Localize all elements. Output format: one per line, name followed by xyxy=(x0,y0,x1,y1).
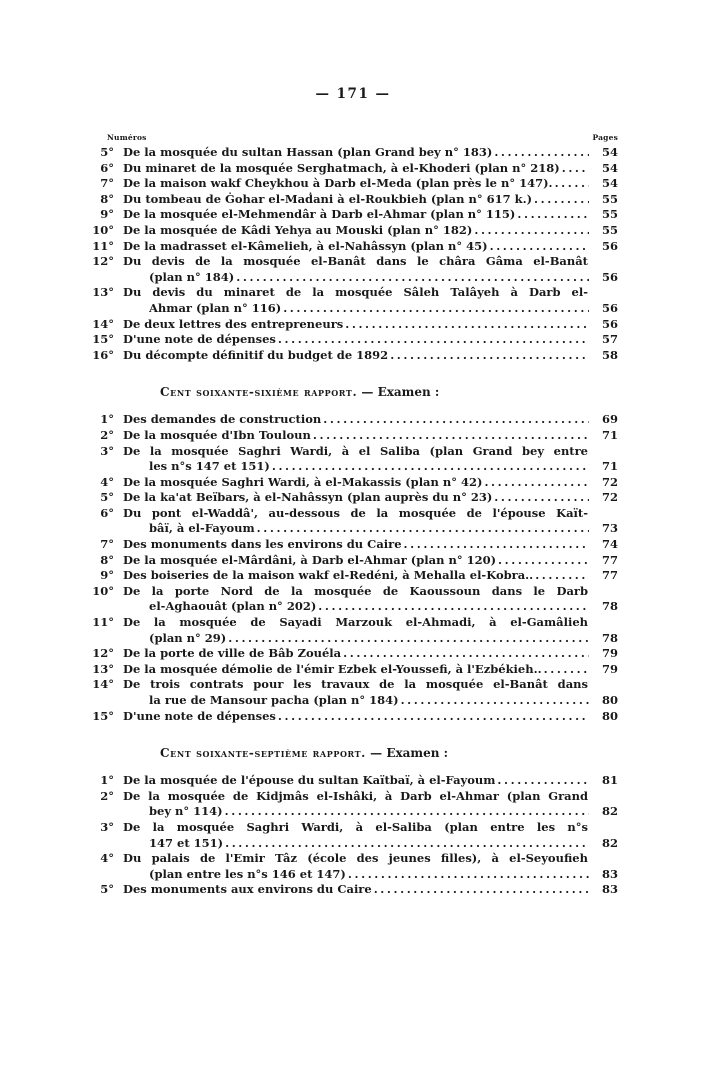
dot-leader xyxy=(257,521,589,537)
dot-leader xyxy=(498,553,589,569)
entry-page-number: 72 xyxy=(601,490,618,505)
entry-number: 10° xyxy=(92,583,114,598)
dot-leader xyxy=(494,145,589,161)
dot-leader xyxy=(323,412,589,428)
entry-number: 5° xyxy=(100,490,114,505)
entry-number: 15° xyxy=(92,332,114,347)
toc-entry xyxy=(88,317,618,333)
entry-title: Du pont el-Waddâ', au-dessous de la mosquée de l'épouse Kaït- xyxy=(123,505,588,520)
entry-number: 14° xyxy=(92,316,114,331)
entry-title: Du palais de l'Emir Tâz (école des jeunes filles), à el-Seyoufieh xyxy=(123,851,588,866)
entry-page-number: 55 xyxy=(601,222,618,237)
dot-leader xyxy=(494,490,589,506)
entry-page-number: 56 xyxy=(601,316,618,331)
section-heading xyxy=(88,746,618,760)
dot-leader xyxy=(318,599,589,615)
entry-title-continuation: la rue de Mansour pacha (plan n° 184) xyxy=(149,693,399,707)
entry-title: Du devis du minaret de la mosquée Sâleh Talâyeh à Darb el- xyxy=(123,285,588,300)
entry-number: 5° xyxy=(100,145,114,159)
entry-page-number: 55 xyxy=(601,207,618,222)
toc-entry xyxy=(88,176,618,192)
entry-number: 4° xyxy=(100,474,114,489)
entry-page-number: 74 xyxy=(601,537,618,552)
toc-entry xyxy=(88,332,618,348)
toc-entry xyxy=(88,709,618,725)
dot-leader xyxy=(278,332,589,348)
page-content xyxy=(88,86,618,898)
toc-entry xyxy=(88,490,618,506)
toc-entry xyxy=(88,820,618,851)
entry-page-number: 73 xyxy=(601,521,618,536)
toc-entry xyxy=(88,285,618,316)
entry-title: Du devis de la mosquée el-Banât dans le châra Gâma el-Banât xyxy=(123,254,588,269)
dot-leader xyxy=(474,223,589,239)
dot-leader xyxy=(517,207,589,223)
entry-title-continuation: les n°s 147 et 151) xyxy=(149,459,270,474)
dot-leader xyxy=(348,867,589,883)
column-labels xyxy=(88,133,618,142)
entry-title: De la mosquée el-Mehmendâr à Darb el-Ahmar (plan n° 115) xyxy=(123,207,516,222)
toc-section xyxy=(88,145,618,363)
entry-title: De deux lettres des entrepreneurs xyxy=(123,316,344,331)
entry-page-number: 82 xyxy=(601,804,618,819)
entry-title-continuation: (plan n° 184) xyxy=(149,269,235,284)
dot-leader xyxy=(283,301,589,317)
toc-entry xyxy=(88,789,618,820)
dot-leader xyxy=(345,317,589,333)
entry-number: 9° xyxy=(100,568,114,583)
dot-leader xyxy=(272,459,589,475)
entry-page-number: 71 xyxy=(601,459,618,474)
entry-title: Des boiseries de la maison wakf el-Redéni, à Mehalla el-Kobra.. xyxy=(123,568,534,583)
entry-page-number: 54 xyxy=(601,145,618,159)
dot-leader xyxy=(228,631,589,647)
toc-entry xyxy=(88,145,618,161)
entry-number: 2° xyxy=(100,788,114,803)
toc-sections xyxy=(88,145,618,898)
entry-page-number: 77 xyxy=(601,568,618,583)
entry-number: 13° xyxy=(92,661,114,676)
toc-entry xyxy=(88,475,618,491)
toc-entry xyxy=(88,444,618,475)
dot-leader xyxy=(225,804,589,820)
dot-leader xyxy=(535,568,589,584)
section-heading-suffix: — Examen : xyxy=(365,746,449,761)
entry-title: De la mosquée du sultan Hassan (plan Grand bey n° 183) xyxy=(123,145,493,159)
entry-number: 1° xyxy=(100,773,114,788)
entry-title: De la mosquée de Sayadi Marzouk el-Ahmadi, à el-Gamâlieh xyxy=(123,615,588,630)
toc-entry xyxy=(88,773,618,789)
dot-leader xyxy=(490,239,589,255)
toc-section xyxy=(88,385,618,724)
entry-page-number: 56 xyxy=(601,300,618,315)
toc-entry xyxy=(88,161,618,177)
toc-entry xyxy=(88,646,618,662)
dot-leader xyxy=(562,161,589,177)
dot-leader xyxy=(497,773,589,789)
entry-page-number: 56 xyxy=(601,269,618,284)
entry-number: 9° xyxy=(100,207,114,222)
toc-entry xyxy=(88,348,618,364)
entry-number: 10° xyxy=(92,222,114,237)
dot-leader xyxy=(343,646,589,662)
entry-page-number: 69 xyxy=(601,412,618,427)
entry-number: 8° xyxy=(100,552,114,567)
dot-leader xyxy=(313,428,589,444)
section-heading-title: Cent soixante-septième rapport. xyxy=(160,746,366,761)
entry-title: De la ka'at Beïbars, à el-Nahâssyn (plan auprès du n° 23) xyxy=(123,490,493,505)
entry-number: 7° xyxy=(100,537,114,552)
entry-title-continuation: bey n° 114) xyxy=(149,804,223,819)
entry-title: Du minaret de la mosquée Serghatmach, à el-Khoderi (plan n° 218) xyxy=(123,160,560,175)
entry-number: 7° xyxy=(100,176,114,191)
toc-entry xyxy=(88,506,618,537)
entry-title: Du décompte définitif du budget de 1892 xyxy=(123,347,389,362)
section-heading xyxy=(88,385,618,399)
entry-number: 12° xyxy=(92,254,114,269)
entry-number: 6° xyxy=(100,160,114,175)
section-heading-suffix: — Examen : xyxy=(357,385,440,400)
entry-title: De la mosquée Saghri Wardi, à el-Saliba (plan entre les n°s xyxy=(123,819,588,834)
entry-title: De la mosquée Saghri Wardi, à el Saliba (plan Grand bey entre xyxy=(123,443,588,458)
toc-section xyxy=(88,746,618,898)
entry-number: 11° xyxy=(92,615,114,630)
dot-leader xyxy=(225,836,589,852)
toc-entry xyxy=(88,254,618,285)
entry-title: De trois contrats pour les travaux de la mosquée el-Banât dans xyxy=(123,677,588,692)
entry-title: De la madrasset el-Kâmelieh, à el-Nahâssyn (plan n° 45) xyxy=(123,238,488,253)
toc-entry xyxy=(88,553,618,569)
entry-number: 13° xyxy=(92,285,114,300)
dot-leader xyxy=(236,270,589,286)
toc-entry xyxy=(88,615,618,646)
entry-title: De la mosquée Saghri Wardi, à el-Makassis (plan n° 42) xyxy=(123,474,483,489)
entry-number: 16° xyxy=(92,347,114,362)
entry-title-continuation: (plan n° 29) xyxy=(149,630,227,645)
entry-number: 4° xyxy=(100,851,114,866)
dot-leader xyxy=(374,882,589,898)
entry-title: Du tombeau de Ġohar el-Maḋani à el-Roukbieh (plan n° 617 k.) xyxy=(123,191,533,206)
toc-entry xyxy=(88,584,618,615)
entry-page-number: 56 xyxy=(601,238,618,253)
toc-entry xyxy=(88,882,618,898)
entry-title: Des monuments aux environs du Caire xyxy=(123,882,372,897)
entry-title-continuation: (plan entre les n°s 146 et 147) xyxy=(149,866,346,881)
entry-number: 6° xyxy=(100,505,114,520)
entry-page-number: 72 xyxy=(601,474,618,489)
entry-title: De la mosquée de l'épouse du sultan Kaïtbaï, à el-Fayoum xyxy=(123,773,496,788)
toc-entry xyxy=(88,239,618,255)
entry-page-number: 79 xyxy=(601,646,618,661)
dot-leader xyxy=(555,176,589,192)
entry-page-number: 79 xyxy=(601,661,618,676)
entry-title: D'une note de dépenses xyxy=(123,332,276,347)
toc-entry xyxy=(88,412,618,428)
pages-column-label: Pages xyxy=(592,133,618,142)
dot-leader xyxy=(278,709,589,725)
entry-title: De la maison wakf Cheykhou à Darb el-Meda (plan près le n° 147). xyxy=(123,176,553,191)
entry-number: 15° xyxy=(92,708,114,723)
dot-leader xyxy=(390,348,589,364)
entry-number: 3° xyxy=(100,443,114,458)
entry-title: De la mosquée de Kâdi Yehya au Mouski (plan n° 182) xyxy=(123,222,473,237)
entry-page-number: 82 xyxy=(601,835,618,850)
dot-leader xyxy=(484,475,589,491)
entry-number: 5° xyxy=(100,882,114,897)
entry-title: De la mosquée d'Ibn Touloun xyxy=(123,427,311,442)
toc-entry xyxy=(88,428,618,444)
toc-entry xyxy=(88,537,618,553)
entry-title: De la mosquée démolie de l'émir Ezbek el-Youssefi, à l'Ezbékieh.. xyxy=(123,661,542,676)
entry-page-number: 83 xyxy=(601,882,618,897)
entry-page-number: 80 xyxy=(601,708,618,723)
entry-title-continuation: el-Aghaouât (plan n° 202) xyxy=(149,599,317,614)
toc-entry xyxy=(88,207,618,223)
entry-page-number: 78 xyxy=(601,599,618,614)
entry-title: De la porte de ville de Bâb Zouéla xyxy=(123,646,342,661)
dot-leader xyxy=(544,662,589,678)
entry-title: De la mosquée de Kidjmâs el-Ishâki, à Darb el-Ahmar (plan Grand xyxy=(123,788,588,803)
entry-number: 1° xyxy=(100,412,114,427)
entry-page-number: 81 xyxy=(601,773,618,788)
entry-page-number: 57 xyxy=(601,332,618,347)
entry-page-number: 71 xyxy=(601,427,618,442)
entry-title-continuation: 147 et 151) xyxy=(149,835,224,850)
entry-page-number: 77 xyxy=(601,552,618,567)
entry-number: 12° xyxy=(92,646,114,661)
entry-page-number: 54 xyxy=(601,160,618,175)
entry-number: 11° xyxy=(92,238,114,253)
toc-entry xyxy=(88,851,618,882)
entry-page-number: 55 xyxy=(601,191,618,206)
entry-page-number: 58 xyxy=(601,347,618,362)
section-heading-title: Cent soixante-sixième rapport. xyxy=(160,385,358,400)
entry-title-continuation: Ahmar (plan n° 116) xyxy=(149,300,282,315)
toc-entry xyxy=(88,662,618,678)
entry-page-number: 54 xyxy=(601,176,618,191)
dot-leader xyxy=(401,693,589,709)
entry-page-number: 78 xyxy=(601,630,618,645)
entry-title: Des monuments dans les environs du Caire xyxy=(123,537,402,552)
toc-entry xyxy=(88,223,618,239)
entry-title: Des demandes de construction xyxy=(123,412,322,427)
entry-number: 14° xyxy=(92,677,114,692)
entry-number: 3° xyxy=(100,819,114,834)
entry-number: 2° xyxy=(100,427,114,442)
toc-entry xyxy=(88,677,618,708)
entry-page-number: 83 xyxy=(601,866,618,881)
toc-entry xyxy=(88,568,618,584)
toc-entry xyxy=(88,192,618,208)
entry-number: 8° xyxy=(100,191,114,206)
entry-title-continuation: bâï, à el-Fayoum xyxy=(149,521,255,536)
entry-title: D'une note de dépenses xyxy=(123,708,276,723)
numeros-column-label: Numéros xyxy=(107,133,147,142)
entry-page-number: 80 xyxy=(601,693,618,707)
entry-title: De la mosquée el-Mârdâni, à Darb el-Ahmar (plan n° 120) xyxy=(123,552,497,567)
dot-leader xyxy=(404,537,589,553)
entry-title: De la porte Nord de la mosquée de Kaoussoun dans le Darb xyxy=(123,583,588,598)
dot-leader xyxy=(534,192,589,208)
page-number-header: — 171 — xyxy=(315,86,391,102)
